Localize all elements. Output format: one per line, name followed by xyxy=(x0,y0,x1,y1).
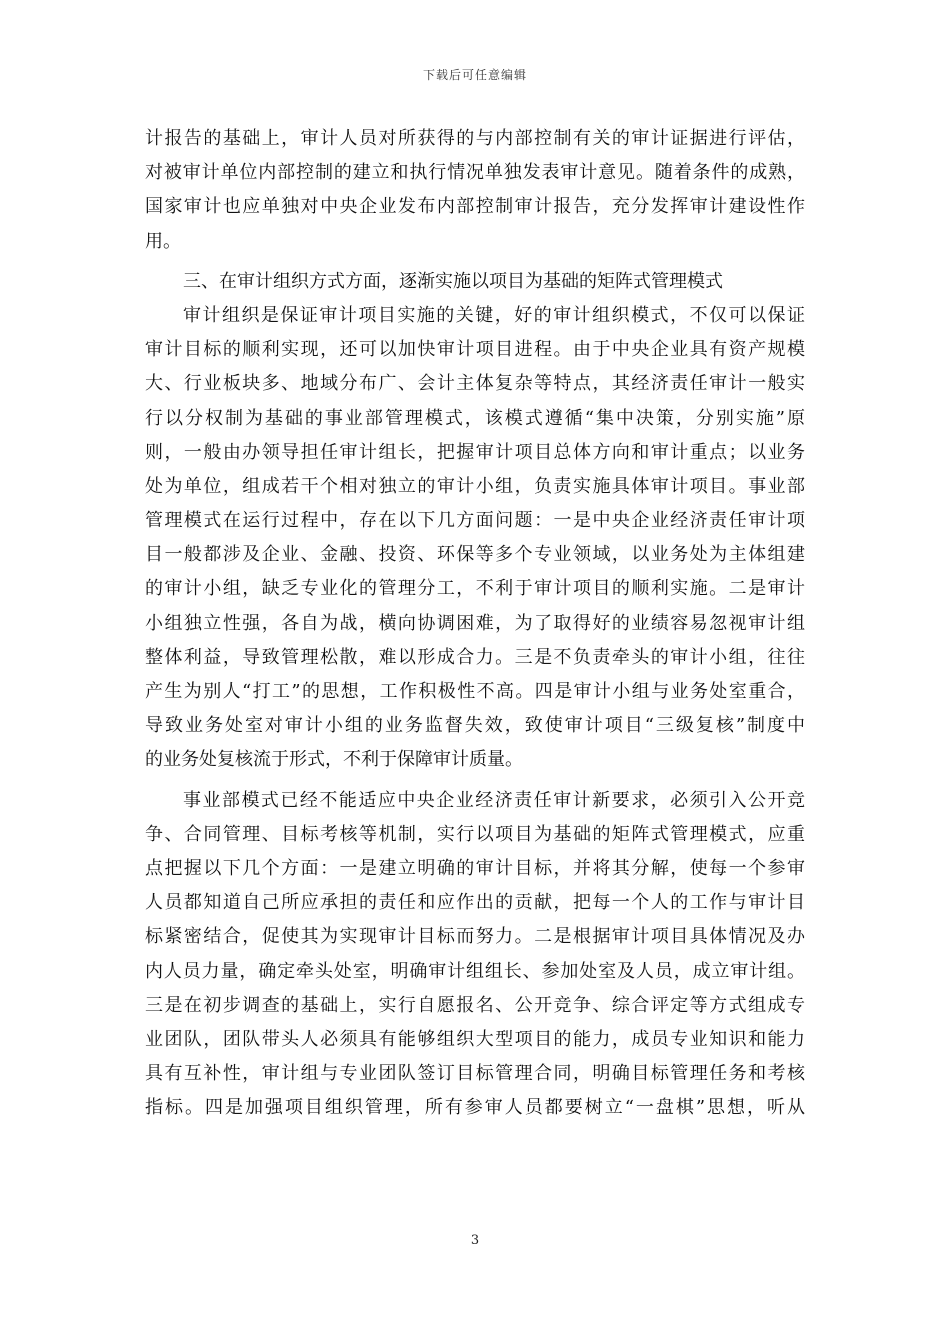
text-line: 事业部模式已经不能适应中央企业经济责任审计新要求，必须引入公开竞 xyxy=(183,789,805,811)
section-heading: 三、在审计组织方式方面，逐渐实施以项目为基础的矩阵式管理模式 xyxy=(183,270,723,292)
text-line: 的审计小组，缺乏专业化的管理分工，不利于审计项目的顺利实施。二是审计 xyxy=(145,578,805,600)
text-line: 点把握以下几个方面：一是建立明确的审计目标，并将其分解，使每一个参审 xyxy=(145,857,805,879)
text-line: 则，一般由办领导担任审计组长，把握审计项目总体方向和审计重点；以业务 xyxy=(145,441,805,463)
document-body xyxy=(145,122,805,1125)
text-line: 对被审计单位内部控制的建立和执行情况单独发表审计意见。随着条件的成熟， xyxy=(145,162,805,184)
text-line: 内人员力量，确定牵头处室，明确审计组组长、参加处室及人员，成立审计组。 xyxy=(145,960,805,982)
text-line: 国家审计也应单独对中央企业发布内部控制审计报告，充分发挥审计建设性作 xyxy=(145,196,805,218)
text-line: 指标。四是加强项目组织管理，所有参审人员都要树立“一盘棋”思想，听从 xyxy=(145,1097,805,1119)
text-line: 人员都知道自己所应承担的责任和应作出的贡献，把每一个人的工作与审计目 xyxy=(145,892,805,914)
text-line: 争、合同管理、目标考核等机制，实行以项目为基础的矩阵式管理模式，应重 xyxy=(145,823,805,845)
text-line: 审计目标的顺利实现，还可以加快审计项目进程。由于中央企业具有资产规模 xyxy=(145,339,805,361)
text-line: 大、行业板块多、地域分布广、会计主体复杂等特点，其经济责任审计一般实 xyxy=(145,373,805,395)
text-line: 审计组织是保证审计项目实施的关键，好的审计组织模式，不仅可以保证 xyxy=(183,304,805,326)
text-line: 导致业务处室对审计小组的业务监督失效，致使审计项目“三级复核”制度中 xyxy=(145,715,805,737)
text-line: 的业务处复核流于形式，不利于保障审计质量。 xyxy=(145,749,523,771)
text-line: 行以分权制为基础的事业部管理模式，该模式遵循“集中决策，分别实施”原 xyxy=(145,407,805,429)
text-line: 整体利益，导致管理松散，难以形成合力。三是不负责牵头的审计小组，往往 xyxy=(145,646,805,668)
text-line: 管理模式在运行过程中，存在以下几方面问题：一是中央企业经济责任审计项 xyxy=(145,510,805,532)
text-line: 具有互补性，审计组与专业团队签订目标管理合同，明确目标管理任务和考核 xyxy=(145,1063,805,1085)
text-line: 标紧密结合，促使其为实现审计目标而努力。二是根据审计项目具体情况及办 xyxy=(145,926,805,948)
text-line: 产生为别人“打工”的思想，工作积极性不高。四是审计小组与业务处室重合， xyxy=(145,681,805,702)
page-number: 3 xyxy=(470,1233,480,1248)
text-line: 用。 xyxy=(145,230,181,252)
text-line: 业团队，团队带头人必须具有能够组织大型项目的能力，成员专业知识和能力 xyxy=(145,1028,805,1050)
text-line: 目一般都涉及企业、金融、投资、环保等多个专业领域，以业务处为主体组建 xyxy=(145,544,805,566)
text-line: 小组独立性强，各自为战，横向协调困难，为了取得好的业绩容易忽视审计组 xyxy=(145,612,805,634)
text-line: 计报告的基础上，审计人员对所获得的与内部控制有关的审计证据进行评估， xyxy=(145,128,805,149)
page-header: 下载后可任意编辑 xyxy=(422,68,527,82)
text-line: 处为单位，组成若干个相对独立的审计小组，负责实施具体审计项目。事业部 xyxy=(145,475,805,497)
text-line: 三是在初步调查的基础上，实行自愿报名、公开竞争、综合评定等方式组成专 xyxy=(145,994,805,1016)
